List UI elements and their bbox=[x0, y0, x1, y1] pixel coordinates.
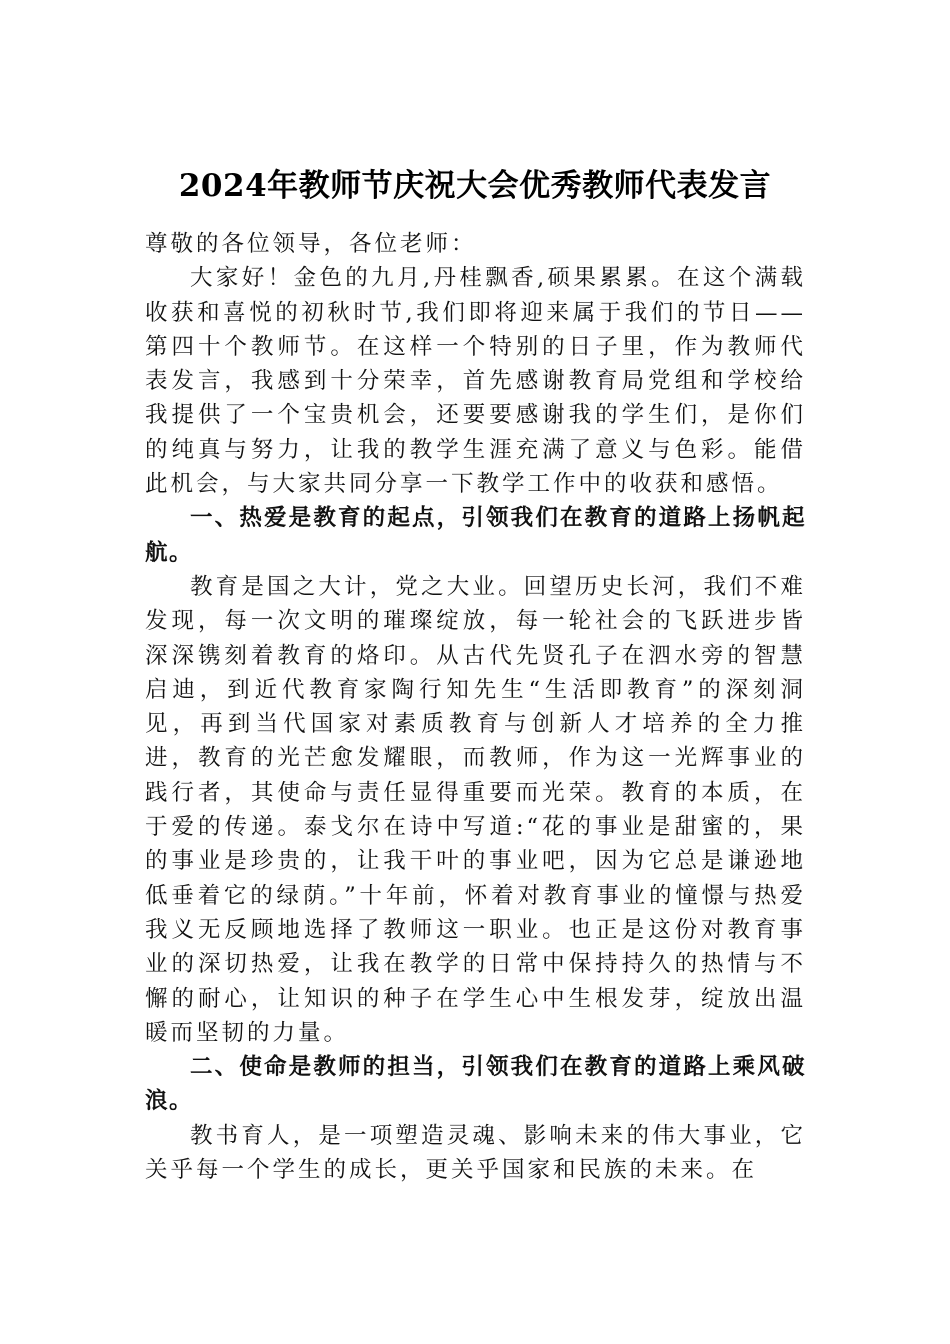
paragraph-section-1: 教育是国之大计，党之大业。回望历史长河，我们不难发现，每一次文明的璀璨绽放，每一轮社会的飞跃进步皆深深镌刻着教育的烙印。从古代先贤孔子在泗水旁的智慧启迪，到近代教育家陶行知先生“生活即教育”的深刻洞见，再到当代国家对素质教育与创新人才培养的全力推进，教育的光芒愈发耀眼，而教师，作为这一光辉事业的践行者，其使命与责任显得重要而光荣。教育的本质，在于爱的传递。泰戈尔在诗中写道:“花的事业是甜蜜的，果的事业是珍贵的，让我干叶的事业吧，因为它总是谦逊地低垂着它的绿荫。”十年前，怀着对教育事业的憧憬与热爱我义无反顾地选择了教师这一职业。也正是这份对教育事业的深切热爱，让我在教学的日常中保持持久的热情与不懈的耐心，让知识的种子在学生心中生根发芽，绽放出温暖而坚韧的力量。 bbox=[145, 573, 806, 1046]
section-heading-2: 二、使命是教师的担当，引领我们在教育的道路上乘风破浪。 bbox=[145, 1054, 806, 1115]
paragraph-section-2: 教书育人，是一项塑造灵魂、影响未来的伟大事业，它关乎每一个学生的成长，更关乎国家和民族的未来。在 bbox=[145, 1122, 806, 1184]
section-heading-1: 一、热爱是教育的起点，引领我们在教育的道路上扬帆起航。 bbox=[145, 505, 806, 566]
document-body bbox=[145, 227, 806, 1187]
paragraph-intro: 大家好！金色的九月,丹桂飘香,硕果累累。在这个满载收获和喜悦的初秋时节,我们即将迎来属于我们的节日——第四十个教师节。在这样一个特别的日子里，作为教师代表发言，我感到十分荣幸，首先感谢教育局党组和学校给我提供了一个宝贵机会，还要要感谢我的学生们，是你们的纯真与努力，让我的教学生涯充满了意义与色彩。能借此机会，与大家共同分享一下教学工作中的收获和感悟。 bbox=[145, 265, 806, 498]
salutation: 尊敬的各位领导，各位老师： bbox=[145, 231, 477, 257]
document-title: 2024年教师节庆祝大会优秀教师代表发言 bbox=[178, 168, 772, 204]
